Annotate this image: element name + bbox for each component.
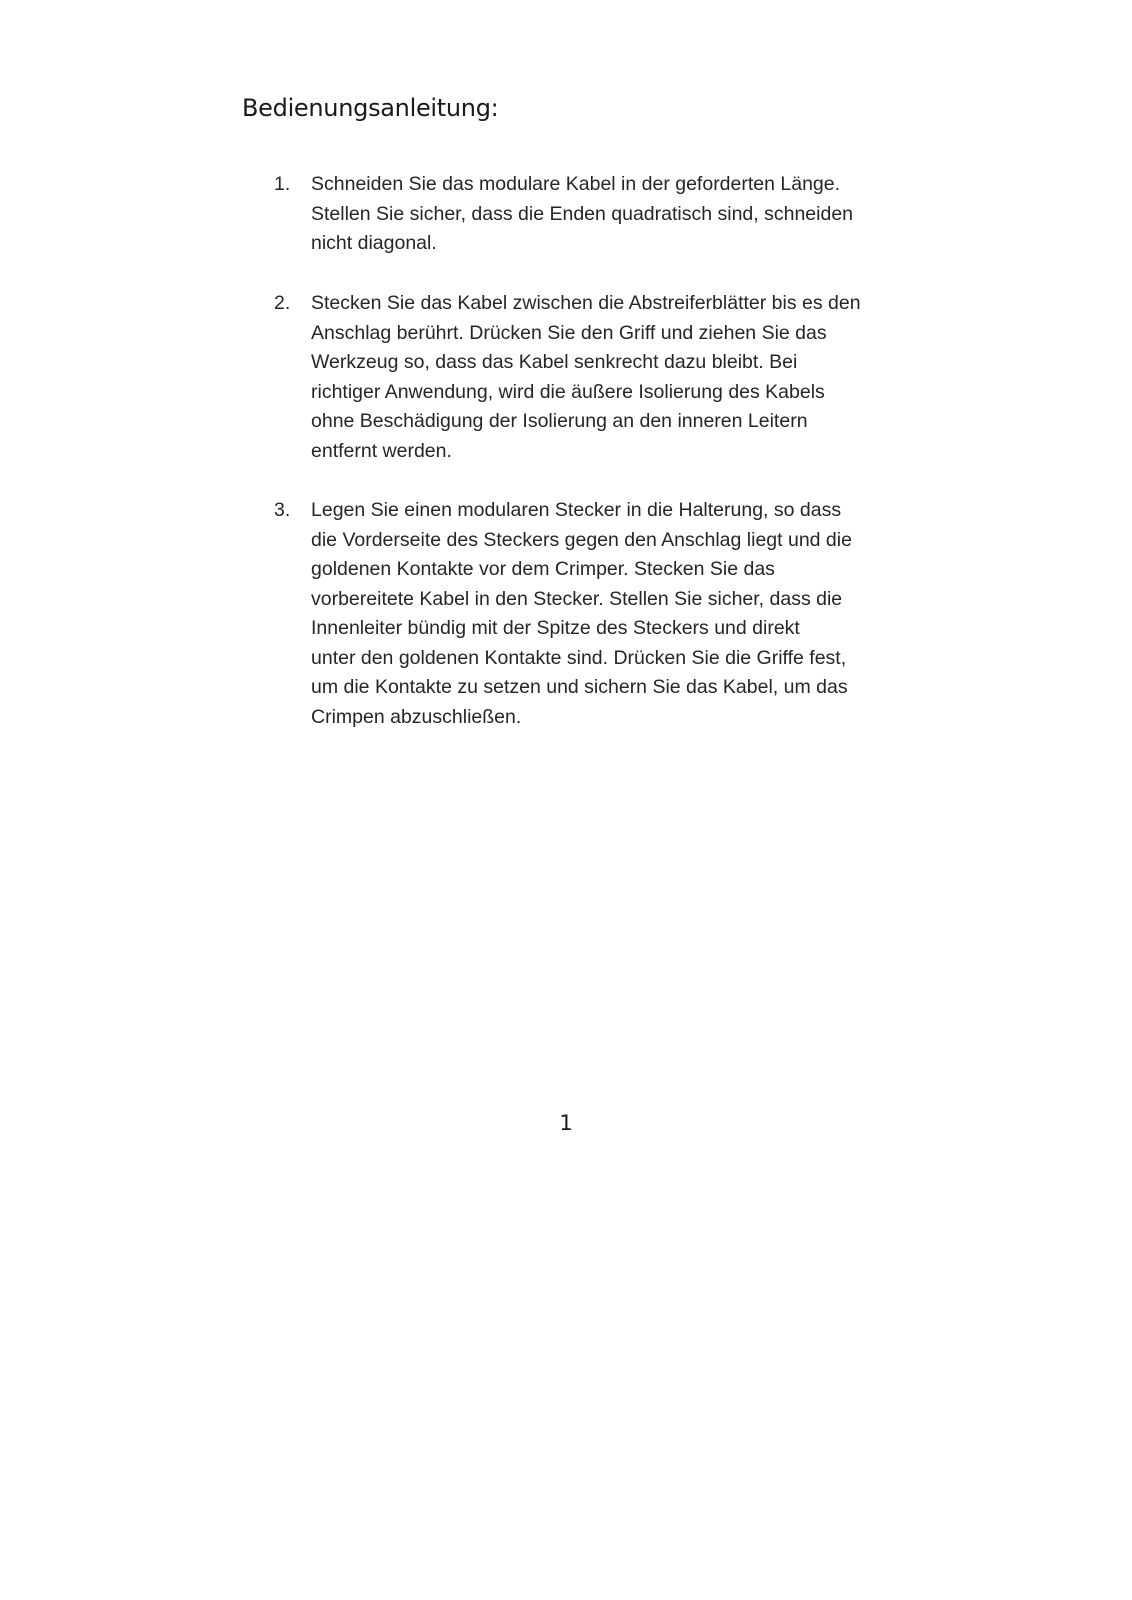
step-text: Legen Sie einen modularen Stecker in die Halterung, so dass die Vorderseite des Steckers gegen den Anschlag liegt und die goldenen Kontakte vor dem Crimper. Stecken Sie das vorbereitete Kabel in den Stecker. Stellen Sie sicher, dass die Innenleiter bündig mit der Spitze des Steckers und direkt unter den goldenen Kontakte sind. Drücken Sie die Griffe fest, um die Kontakte zu setzen und sichern Sie das Kabel, um das Crimpen abzuschließen. [311, 499, 852, 728]
step-text: Stecken Sie das Kabel zwischen die Abstreiferblätter bis es den Anschlag berührt. Drücken Sie den Griff und ziehen Sie das Werkzeug so, dass das Kabel senkrecht dazu bleibt. Bei richtiger Anwendung, wird die äußere Isolierung des Kabels ohne Beschädigung der Isolierung an den inneren Leitern entfernt werden. [311, 292, 861, 462]
step-text: Schneiden Sie das modulare Kabel in der geforderten Länge. Stellen Sie sicher, dass die Enden quadratisch sind, schneiden nicht diagonal. [311, 173, 854, 254]
document-title: Bedienungsanleitung: [242, 94, 499, 122]
step-number: 3. [274, 499, 291, 521]
step-number: 1. [274, 173, 291, 195]
instruction-step-2 [274, 289, 894, 466]
page-number: 1 [559, 1111, 573, 1135]
instruction-step-3 [274, 496, 894, 732]
instruction-step-1 [274, 170, 894, 259]
step-number: 2. [274, 292, 291, 314]
